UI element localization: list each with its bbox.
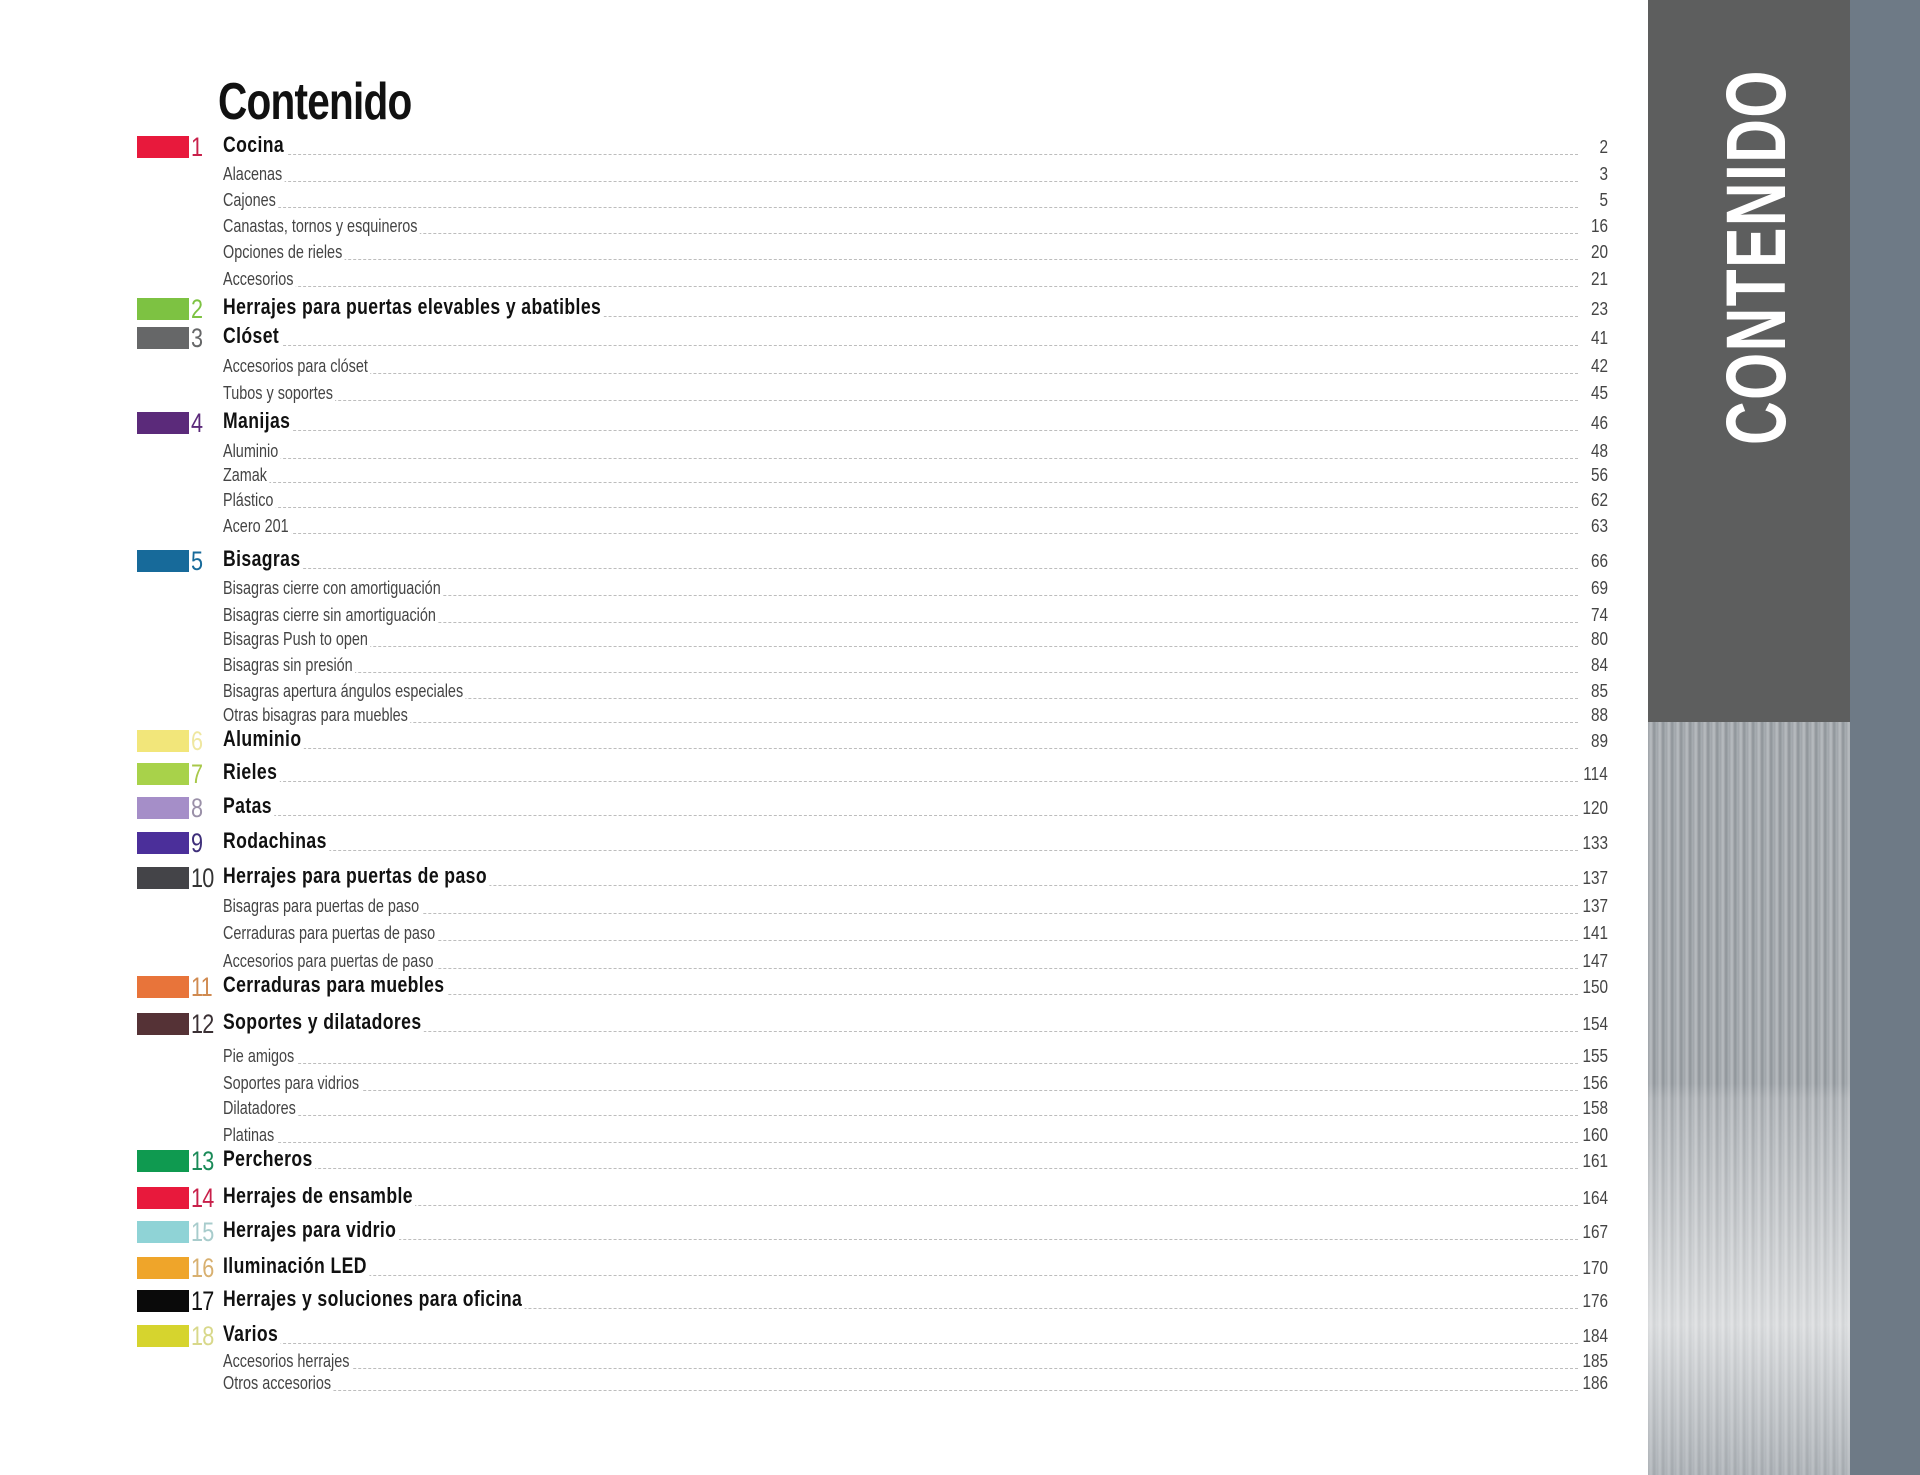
toc-subsection[interactable] xyxy=(137,266,1608,292)
entry-label: Accesorios para clóset xyxy=(223,356,370,377)
entry-label: Aluminio xyxy=(223,441,281,462)
toc-subsection[interactable] xyxy=(137,702,1608,728)
toc-section[interactable] xyxy=(137,728,1608,754)
page-number: 160 xyxy=(1580,1125,1608,1146)
dotted-leader xyxy=(223,1390,1578,1391)
dotted-leader xyxy=(223,207,1578,208)
page-number: 133 xyxy=(1580,833,1608,854)
section-number: 12 xyxy=(191,1009,214,1039)
page-number: 23 xyxy=(1588,299,1608,320)
dotted-leader xyxy=(223,345,1578,346)
dotted-leader xyxy=(223,672,1578,673)
toc-section[interactable] xyxy=(137,325,1608,351)
page-number: 21 xyxy=(1588,269,1608,290)
entry-label: Accesorios herrajes xyxy=(223,1351,352,1372)
toc-section[interactable] xyxy=(137,1255,1608,1281)
toc-subsection[interactable] xyxy=(137,380,1608,406)
entry-label: Platinas xyxy=(223,1125,277,1146)
toc-section[interactable] xyxy=(137,830,1608,856)
entry-label: Plástico xyxy=(223,490,276,511)
page-number: 89 xyxy=(1588,731,1608,752)
page-number: 114 xyxy=(1581,764,1608,785)
entry-label: Herrajes para vidrio xyxy=(223,1217,399,1243)
entry-label: Clóset xyxy=(223,323,282,349)
entry-label: Zamak xyxy=(223,465,269,486)
page-number: 46 xyxy=(1588,413,1608,434)
edge-strip xyxy=(1850,0,1920,1475)
toc-subsection[interactable] xyxy=(137,487,1608,513)
page-number: 170 xyxy=(1580,1258,1608,1279)
toc-section[interactable] xyxy=(137,1323,1608,1349)
page-number: 155 xyxy=(1580,1046,1608,1067)
page-number: 48 xyxy=(1588,441,1608,462)
page-number: 2 xyxy=(1597,137,1608,158)
section-number: 5 xyxy=(191,546,203,576)
section-color-swatch xyxy=(137,136,189,158)
entry-label: Herrajes y soluciones para oficina xyxy=(223,1286,525,1312)
page-number: 88 xyxy=(1588,705,1608,726)
entry-label: Pie amigos xyxy=(223,1046,297,1067)
entry-label: Soportes para vidrios xyxy=(223,1073,361,1094)
entry-label: Herrajes para puertas elevables y abatibles xyxy=(223,294,604,320)
dotted-leader xyxy=(223,913,1578,914)
toc-section[interactable] xyxy=(137,548,1608,574)
page-number: 154 xyxy=(1580,1014,1608,1035)
entry-label: Tubos y soportes xyxy=(223,383,335,404)
toc-subsection[interactable] xyxy=(137,626,1608,652)
dotted-leader xyxy=(223,400,1578,401)
section-color-swatch xyxy=(137,1290,189,1312)
toc-subsection[interactable] xyxy=(137,513,1608,539)
toc-subsection[interactable] xyxy=(137,438,1608,464)
toc-subsection[interactable] xyxy=(137,187,1608,213)
section-number: 1 xyxy=(191,132,203,162)
dotted-leader xyxy=(223,646,1578,647)
dotted-leader xyxy=(223,259,1578,260)
dotted-leader xyxy=(223,1115,1578,1116)
section-number: 9 xyxy=(191,828,203,858)
section-number: 16 xyxy=(191,1253,214,1283)
section-color-swatch xyxy=(137,1187,189,1209)
dotted-leader xyxy=(223,1168,1578,1169)
toc-subsection[interactable] xyxy=(137,602,1608,628)
section-color-swatch xyxy=(137,298,189,320)
section-color-swatch xyxy=(137,1325,189,1347)
entry-label: Cerraduras para muebles xyxy=(223,972,447,998)
toc-subsection[interactable] xyxy=(137,1122,1608,1148)
entry-label: Alacenas xyxy=(223,164,285,185)
page-number: 45 xyxy=(1588,383,1608,404)
section-number: 13 xyxy=(191,1146,214,1176)
page-number: 62 xyxy=(1588,490,1608,511)
dotted-leader xyxy=(223,1142,1578,1143)
section-color-swatch xyxy=(137,867,189,889)
page-number: 184 xyxy=(1580,1326,1608,1347)
brushed-metal-image xyxy=(1648,722,1850,1475)
entry-label: Manijas xyxy=(223,408,293,434)
section-number: 10 xyxy=(191,863,214,893)
section-number: 14 xyxy=(191,1183,214,1213)
page-number: 42 xyxy=(1588,356,1608,377)
section-number: 6 xyxy=(191,726,203,756)
section-color-swatch xyxy=(137,327,189,349)
section-number: 2 xyxy=(191,294,203,324)
toc-section[interactable] xyxy=(137,410,1608,436)
dotted-leader xyxy=(223,533,1578,534)
entry-label: Otras bisagras para muebles xyxy=(223,705,410,726)
toc-section[interactable] xyxy=(137,1288,1608,1314)
page-number: 74 xyxy=(1588,605,1608,626)
entry-label: Percheros xyxy=(223,1146,315,1172)
page-number: 186 xyxy=(1580,1373,1608,1394)
entry-label: Cajones xyxy=(223,190,278,211)
section-color-swatch xyxy=(137,976,189,998)
entry-label: Iluminación LED xyxy=(223,1253,369,1279)
page-number: 141 xyxy=(1580,923,1608,944)
toc-subsection[interactable] xyxy=(137,893,1608,919)
toc-subsection[interactable] xyxy=(137,462,1608,488)
entry-label: Accesorios para puertas de paso xyxy=(223,951,436,972)
page-number: 56 xyxy=(1588,465,1608,486)
page-number: 41 xyxy=(1588,328,1608,349)
dotted-leader xyxy=(223,748,1578,749)
section-number: 4 xyxy=(191,408,203,438)
page-number: 161 xyxy=(1580,1151,1608,1172)
dotted-leader xyxy=(223,1239,1578,1240)
entry-label: Bisagras cierre sin amortiguación xyxy=(223,605,438,626)
section-number: 17 xyxy=(191,1286,214,1316)
entry-label: Rodachinas xyxy=(223,828,329,854)
toc-subsection[interactable] xyxy=(137,213,1608,239)
section-color-swatch xyxy=(137,550,189,572)
dotted-leader xyxy=(223,722,1578,723)
dotted-leader xyxy=(223,373,1578,374)
toc-section[interactable] xyxy=(137,974,1608,1000)
page-number: 69 xyxy=(1588,578,1608,599)
entry-label: Soportes y dilatadores xyxy=(223,1009,424,1035)
entry-label: Cerraduras para puertas de paso xyxy=(223,923,438,944)
page-number: 185 xyxy=(1580,1351,1608,1372)
page-number: 85 xyxy=(1588,681,1608,702)
section-number: 8 xyxy=(191,793,203,823)
section-color-swatch xyxy=(137,1013,189,1035)
dotted-leader xyxy=(223,181,1578,182)
dotted-leader xyxy=(223,850,1578,851)
dotted-leader xyxy=(223,1343,1578,1344)
dotted-leader xyxy=(223,1368,1578,1369)
toc-section[interactable] xyxy=(137,1219,1608,1245)
entry-label: Rieles xyxy=(223,759,280,785)
toc-subsection[interactable] xyxy=(137,920,1608,946)
dotted-leader xyxy=(223,482,1578,483)
toc-subsection[interactable] xyxy=(137,1095,1608,1121)
entry-label: Varios xyxy=(223,1321,281,1347)
entry-label: Bisagras cierre con amortiguación xyxy=(223,578,443,599)
entry-label: Patas xyxy=(223,793,274,819)
toc-section[interactable] xyxy=(137,134,1608,160)
toc-subsection[interactable] xyxy=(137,239,1608,265)
page-number: 137 xyxy=(1580,896,1608,917)
section-color-swatch xyxy=(137,1150,189,1172)
section-color-swatch xyxy=(137,730,189,752)
page-number: 150 xyxy=(1580,977,1608,998)
entry-label: Herrajes de ensamble xyxy=(223,1183,415,1209)
section-number: 11 xyxy=(191,972,212,1002)
page-number: 84 xyxy=(1588,655,1608,676)
toc-subsection[interactable] xyxy=(137,678,1608,704)
dotted-leader xyxy=(223,1205,1578,1206)
dotted-leader xyxy=(223,1275,1578,1276)
page-number: 5 xyxy=(1597,190,1608,211)
entry-label: Canastas, tornos y esquineros xyxy=(223,216,420,237)
section-color-swatch xyxy=(137,412,189,434)
section-color-swatch xyxy=(137,763,189,785)
dotted-leader xyxy=(223,1031,1578,1032)
page-number: 120 xyxy=(1580,798,1608,819)
toc-subsection[interactable] xyxy=(137,948,1608,974)
dotted-leader xyxy=(223,815,1578,816)
page-number: 158 xyxy=(1580,1098,1608,1119)
section-color-swatch xyxy=(137,1221,189,1243)
dotted-leader xyxy=(223,154,1578,155)
page-title: Contenido xyxy=(218,73,412,131)
page-number: 167 xyxy=(1580,1222,1608,1243)
page-number: 147 xyxy=(1580,951,1608,972)
entry-label: Acero 201 xyxy=(223,516,291,537)
entry-label: Dilatadores xyxy=(223,1098,298,1119)
entry-label: Cocina xyxy=(223,132,286,158)
section-color-swatch xyxy=(137,797,189,819)
dotted-leader xyxy=(223,1063,1578,1064)
toc-section[interactable] xyxy=(137,761,1608,787)
section-number: 15 xyxy=(191,1217,214,1247)
section-number: 18 xyxy=(191,1321,214,1351)
dotted-leader xyxy=(223,286,1578,287)
dotted-leader xyxy=(223,781,1578,782)
toc-section[interactable] xyxy=(137,1148,1608,1174)
page-number: 156 xyxy=(1580,1073,1608,1094)
dotted-leader xyxy=(223,430,1578,431)
section-color-swatch xyxy=(137,832,189,854)
toc-subsection[interactable] xyxy=(137,353,1608,379)
page-number: 164 xyxy=(1580,1188,1608,1209)
dotted-leader xyxy=(223,1090,1578,1091)
toc-section[interactable] xyxy=(137,1011,1608,1037)
page-number: 16 xyxy=(1588,216,1608,237)
entry-label: Bisagras Push to open xyxy=(223,629,370,650)
entry-label: Bisagras apertura ángulos especiales xyxy=(223,681,466,702)
side-tab-label: CONTENIDO xyxy=(1709,69,1803,446)
entry-label: Accesorios xyxy=(223,269,296,290)
entry-label: Herrajes para puertas de paso xyxy=(223,863,489,889)
entry-label: Opciones de rieles xyxy=(223,242,345,263)
page-number: 137 xyxy=(1580,868,1608,889)
toc-subsection[interactable] xyxy=(137,652,1608,678)
entry-label: Otros accesorios xyxy=(223,1373,333,1394)
page-number: 20 xyxy=(1588,242,1608,263)
entry-label: Bisagras xyxy=(223,546,303,572)
section-color-swatch xyxy=(137,1257,189,1279)
dotted-leader xyxy=(223,233,1578,234)
toc-section[interactable] xyxy=(137,865,1608,891)
dotted-leader xyxy=(223,568,1578,569)
dotted-leader xyxy=(223,458,1578,459)
section-number: 7 xyxy=(191,759,203,789)
entry-label: Bisagras sin presión xyxy=(223,655,355,676)
page-number: 66 xyxy=(1588,551,1608,572)
toc-subsection[interactable] xyxy=(137,161,1608,187)
page-number: 63 xyxy=(1588,516,1608,537)
toc-subsection[interactable] xyxy=(137,1370,1608,1396)
entry-label: Bisagras para puertas de paso xyxy=(223,896,422,917)
section-number: 3 xyxy=(191,323,203,353)
toc-section[interactable] xyxy=(137,1185,1608,1211)
toc-subsection[interactable] xyxy=(137,575,1608,601)
page-number: 3 xyxy=(1597,164,1608,185)
page-number: 80 xyxy=(1588,629,1608,650)
page-number: 176 xyxy=(1580,1291,1608,1312)
dotted-leader xyxy=(223,507,1578,508)
toc-subsection[interactable] xyxy=(137,1070,1608,1096)
entry-label: Aluminio xyxy=(223,726,304,752)
toc-section[interactable] xyxy=(137,296,1608,322)
toc-section[interactable] xyxy=(137,795,1608,821)
toc-subsection[interactable] xyxy=(137,1043,1608,1069)
